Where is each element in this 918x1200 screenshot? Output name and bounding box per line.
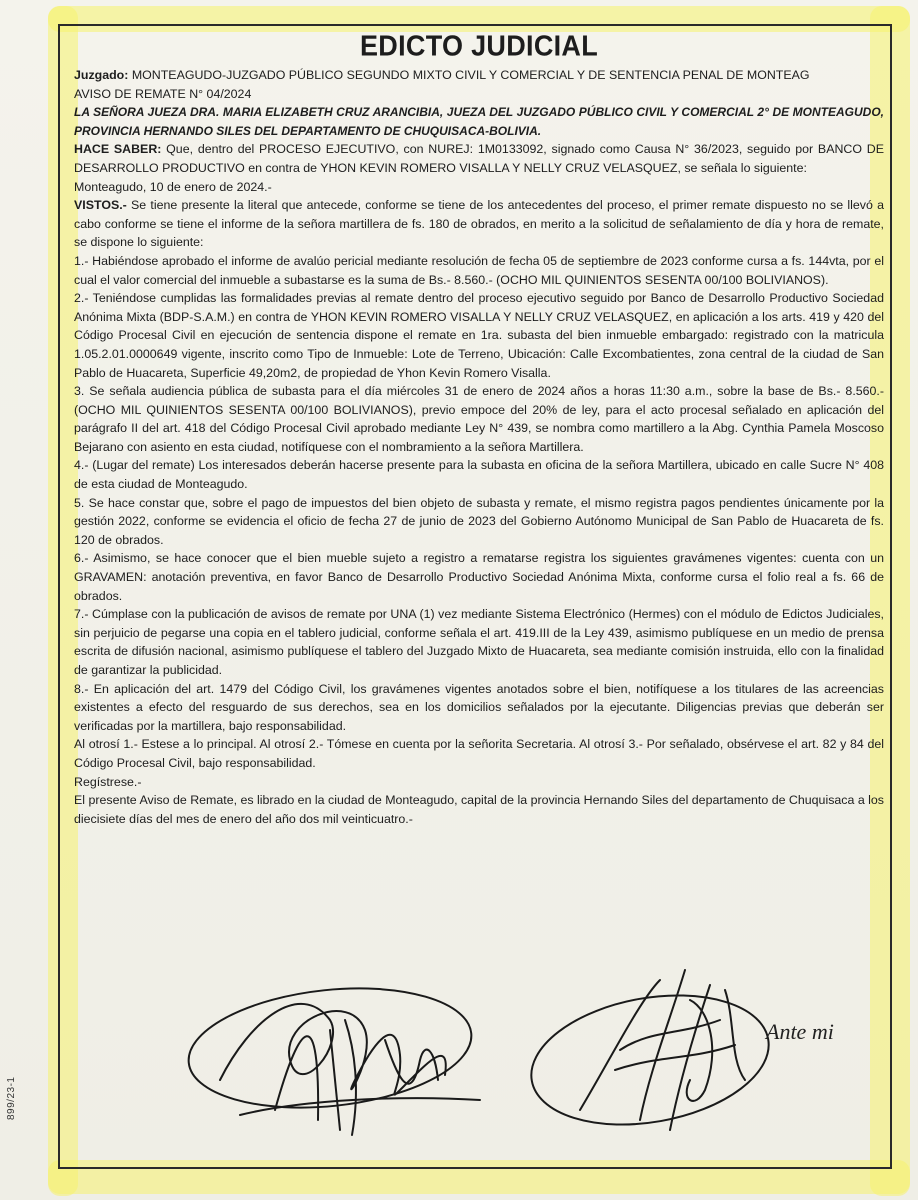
clause-2: 2.- Teniéndose cumplidas las formalidades previas al remate dentro del proceso ejecutivo seguido por Banco de Desarrollo Productivo Sociedad Anónima Mixta (BDP-S.A.M.) en contra de YHON KEVIN ROMERO VISALLA Y NELLY CRUZ VELASQUEZ, en aplicación a los arts. 419 y 420 del Código Procesal Civil en ejecución de sentencia dispone el remate en 1ra. subasta del bien inmueble embargado: registrado con la matricula 1.05.2.01.0000649 vigente, inscrito como Tipo de Inmueble: Lote de Terreno, Ubicación: Calle Excombatientes, zona central de la ciudad de San Pablo de Huacareta, Superficie 49,20m2, de propiedad de Yhon Kevin Romero Visalla. [74, 291, 884, 380]
hace-saber-text: Que, dentro del PROCESO EJECUTIVO, con NUREJ: 1M0133092, signado como Causa N° 36/2023, seguido por BANCO DE DESARROLLO PRODUCTIVO en contra de YHON KEVIN ROMERO VISALLA Y NELLY CRUZ VELASQUEZ, se señala lo siguiente: [74, 142, 884, 175]
court-name: MONTEAGUDO-JUZGADO PÚBLICO SEGUNDO MIXTO CIVIL Y COMERCIAL Y DE SENTENCIA PENAL DE MONTEAG [128, 68, 810, 82]
clause-5: 5. Se hace constar que, sobre el pago de impuestos del bien objeto de subasta y remate, el mismo registra pagos pendientes únicamente por la gestión 2022, conforme se evidencia el oficio de fecha 27 de junio de 2023 del Gobierno Autónomo Municipal de San Pablo de Huacareta de fs. 120 de obrados. [74, 495, 884, 547]
closing-paragraph: El presente Aviso de Remate, es librado en la ciudad de Monteagudo, capital de la provincia Hernando Siles del departamento de Chuquisaca a los diecisiete días del mes de enero del año dos mil veinticuatro.- [74, 793, 884, 826]
hace-saber-paragraph [74, 140, 884, 177]
secretary-signature [520, 960, 810, 1150]
clause-7: 7.- Cúmplase con la publicación de avisos de remate por UNA (1) vez mediante Sistema Electrónico (Hermes) con el módulo de Edictos Judiciales, sin perjuicio de pegarse una copia en el tablero judicial, conforme señala el art. 419.III de la Ley 439, asimismo publíquese en un medio de prensa escrita de difusión nacional, asimismo publíquese el tablero del Juzgado Mixto de Huacareta, sea mediante comisión instruida, ello con la finalidad de garantizar la publicidad. [74, 607, 884, 677]
edict-body [74, 28, 884, 828]
date-line: Monteagudo, 10 de enero de 2024.- [74, 179, 272, 194]
judge-line: LA SEÑORA JUEZA DRA. MARIA ELIZABETH CRUZ ARANCIBIA, JUEZA DEL JUZGADO PÚBLICO CIVIL Y COMERCIAL 2° DE MONTEAGUDO, PROVINCIA HERNANDO SILES DEL DEPARTAMENTO DE CHUQUISACA-BOLIVIA. [74, 105, 884, 138]
clause-6: 6.- Asimismo, se hace conocer que el bien mueble sujeto a registro a rematarse registra los siguientes gravámenes vigentes: cuenta con un GRAVAMEN: anotación preventiva, en favor Banco de Desarrollo Productivo Sociedad Anónima Mixta, conforme cursa el folio real a fs. 66 de obrados. [74, 551, 884, 603]
registrese-line: Regístrese.- [74, 774, 142, 789]
court-label: Juzgado: [74, 68, 129, 82]
hace-saber-label: HACE SABER: [74, 142, 162, 157]
otrosi-paragraph: Al otrosí 1.- Estese a lo principal. Al otrosí 2.- Tómese en cuenta por la señorita Secretaria. Al otrosí 3.- Por señalado, obsérvese el art. 82 y 84 del Código Procesal Civil, bajo responsabilidad. [74, 737, 884, 770]
side-reference-code: 899/23-1 [6, 1076, 17, 1120]
vistos-label: VISTOS.- [74, 198, 127, 213]
svg-text:Ante mi: Ante mi [766, 1019, 834, 1044]
clause-1: 1.- Habiéndose aprobado el informe de avalúo pericial mediante resolución de fecha 05 de septiembre de 2023 conforme cursa a fs. 144vta, por el cual el valor comercial del inmueble a subastarse es la suma de Bs.- 8.560.- (OCHO MIL QUINIENTOS SESENTA 00/100 BOLIVIANOS). [74, 253, 884, 287]
judge-signature [180, 960, 510, 1150]
court-line [74, 66, 884, 85]
clause-4: 4.- (Lugar del remate) Los interesados deberán hacerse presente para la subasta en oficina de la señora Martillera, ubicado en calle Sucre N° 408 de esta ciudad de Monteagudo. [74, 458, 884, 492]
signature-area [150, 960, 870, 1160]
clause-3: 3. Se señala audiencia pública de subasta para el día miércoles 31 de enero de 2024 años a horas 11:30 a.m., sobre la base de Bs.- 8.560.- (OCHO MIL QUINIENTOS SESENTA 00/100 BOLIVIANOS), previo empoce del 20% de ley, para el acto procesal señalado en aplicación del parágrafo II del art. 418 del Código Procesal Civil aprobado mediante Ley N° 439, se nombra como martillero a la Abg. Cynthia Pamela Moscoso Bejarano con asiento en esta ciudad, notifíquese con el nombramiento a la señora Martillera. [74, 384, 884, 454]
handwritten-note [760, 1005, 870, 1055]
vistos-text: Se tiene presente la literal que antecede, conforme se tiene de los antecedentes del proceso, el primer remate dispuesto no se llevó a cabo conforme se tiene el informe de la señora martillera de fs. 180 de obrados, en merito a la solicitud de señalamiento de día y hora de remate, se dispone lo siguiente: [74, 198, 884, 250]
document-title: EDICTO JUDICIAL [359, 30, 599, 62]
clause-8: 8.- En aplicación del art. 1479 del Código Civil, los gravámenes vigentes anotados sobre el bien, notifíquese a los titulares de las acreencias existentes a efecto del resguardo de sus derechos, sea en los domicilios señalados por la ejecutante. Diligencias previas que deberán ser verificadas por la martillera, bajo responsabilidad. [74, 681, 884, 733]
vistos-paragraph [74, 196, 884, 252]
notice-number: AVISO DE REMATE N° 04/2024 [74, 86, 252, 101]
